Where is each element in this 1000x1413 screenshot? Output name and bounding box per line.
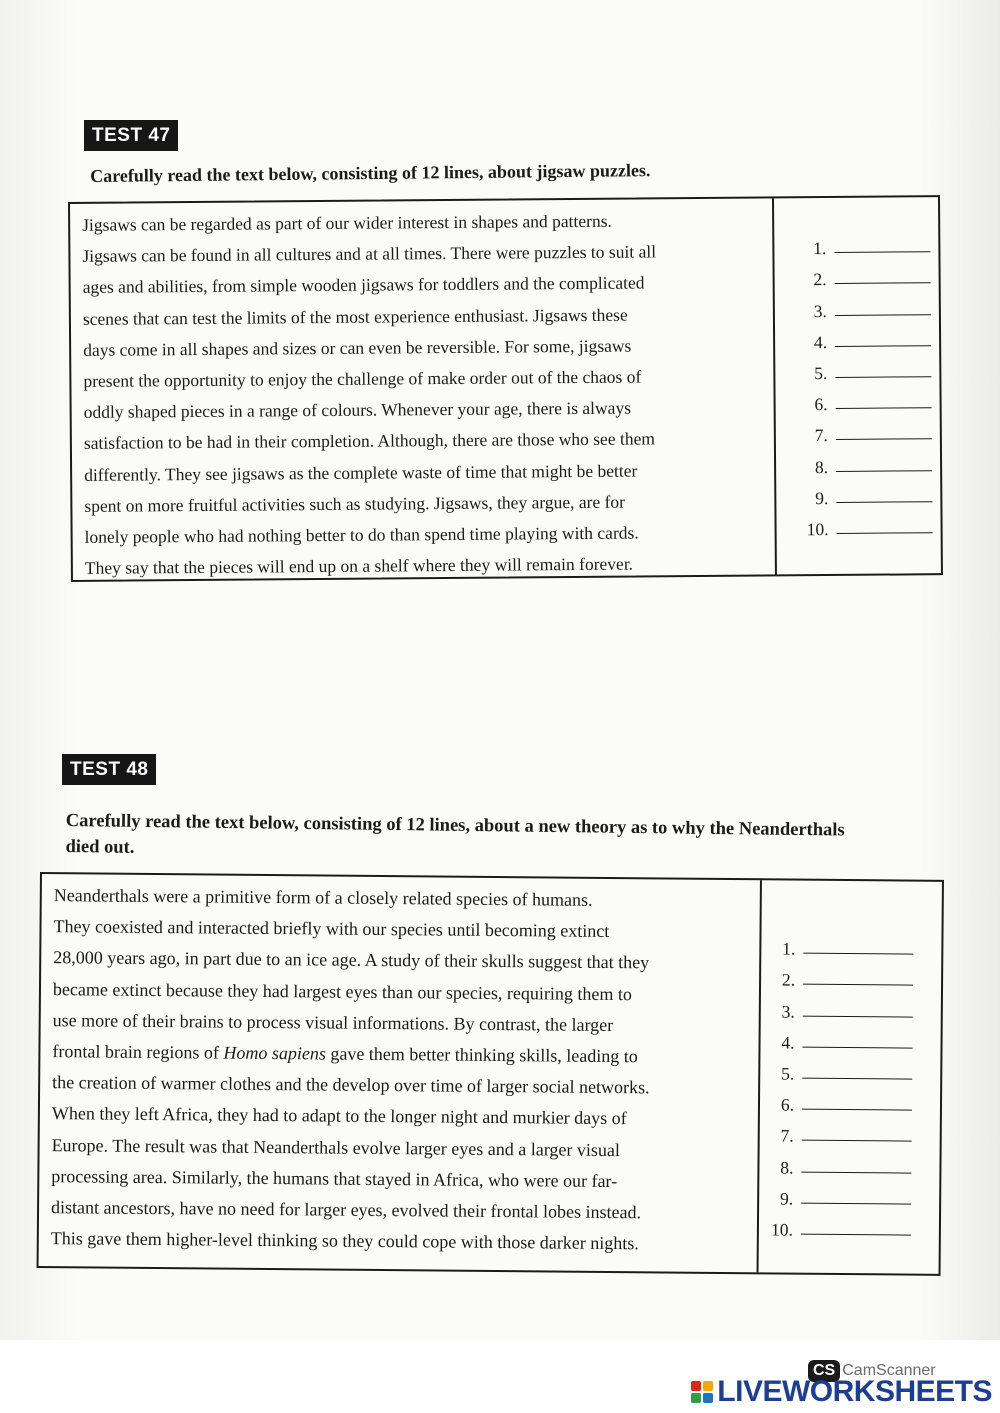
answer-number: 5. xyxy=(814,362,828,384)
answer-row xyxy=(767,1178,939,1211)
passage-line: days come in all shapes and sizes or can even be reversible. For some, jigsaws xyxy=(83,335,632,360)
test-48-passage xyxy=(39,874,762,1272)
passage-line: Jigsaws can be found in all cultures and at all times. There were puzzles to suit all xyxy=(82,241,657,267)
passage-line: use more of their brains to process visual informations. By contrast, the larger xyxy=(52,1009,614,1035)
passage-line: 28,000 years ago, in part due to an ice age. A study of their skulls suggest that they xyxy=(53,947,650,973)
answer-row xyxy=(767,1147,939,1180)
passage-line: distant ancestors, have no need for larger eyes, evolved their frontal lobes instead. xyxy=(50,1197,642,1223)
test-48-instruction-line-2: died out. xyxy=(65,836,135,858)
answer-number: 8. xyxy=(814,456,829,477)
species-name: Homo sapiens xyxy=(223,1042,326,1064)
passage-line: lonely people who had nothing better to do than spend time playing with cards. xyxy=(84,522,639,547)
answer-blank[interactable] xyxy=(836,407,932,409)
answer-row xyxy=(802,445,940,477)
answer-row xyxy=(769,960,941,993)
answer-blank[interactable] xyxy=(803,953,913,955)
passage-text: gave them better thinking skills, leading to xyxy=(325,1043,638,1067)
answer-number: 1. xyxy=(813,238,827,259)
test-47-instruction: Carefully read the text below, consisting of 12 lines, about jigsaw puzzles. xyxy=(90,160,651,186)
passage-text: frontal brain regions of xyxy=(52,1041,224,1063)
answer-blank[interactable] xyxy=(802,1140,912,1142)
passage-line: When they left Africa, they had to adapt to the longer night and murkier days of xyxy=(51,1103,627,1129)
answer-row xyxy=(802,414,940,446)
answer-number: 9. xyxy=(815,487,829,508)
passage-line: oddly shaped pieces in a range of colours. Whenever your age, there is always xyxy=(83,397,632,423)
logo-square xyxy=(691,1381,701,1391)
answer-row xyxy=(768,1084,940,1117)
test-47-tag: TEST 47 xyxy=(84,120,178,151)
passage-line: Neanderthals were a primitive form of a closely related species of humans. xyxy=(53,885,593,910)
answer-row xyxy=(768,1022,940,1055)
answer-row xyxy=(768,1115,940,1148)
answer-row xyxy=(768,1053,940,1086)
answer-blank[interactable] xyxy=(803,984,913,986)
answer-number: 3. xyxy=(781,1001,795,1022)
answer-number: 6. xyxy=(814,394,828,415)
answer-row xyxy=(801,352,939,384)
answer-number: 9. xyxy=(779,1188,794,1209)
passage-line: satisfaction to be had in their completion. Although, there are those who see them xyxy=(83,428,656,454)
answer-blank[interactable] xyxy=(836,470,932,472)
answer-number: 10. xyxy=(806,518,829,540)
passage-line: became extinct because they had largest eyes than our species, requiring them to xyxy=(52,978,633,1004)
passage-line: They say that the pieces will end up on a shelf where they will remain forever. xyxy=(84,553,634,579)
answer-number: 1. xyxy=(782,938,796,959)
answer-row xyxy=(801,321,939,353)
passage-line: present the opportunity to enjoy the challenge of make order out of the chaos of xyxy=(83,366,642,391)
answer-blank[interactable] xyxy=(802,1046,912,1048)
answer-number: 2. xyxy=(781,969,796,990)
passage-line: the creation of warmer clothes and the develop over time of larger social networks. xyxy=(52,1072,650,1098)
test-48-exercise-box xyxy=(37,872,944,1276)
logo-square xyxy=(691,1393,701,1403)
answer-blank[interactable] xyxy=(802,1078,912,1080)
passage-line: scenes that can test the limits of the most experience enthusiast. Jigsaws these xyxy=(82,304,628,329)
answer-blank[interactable] xyxy=(836,439,932,441)
answer-row xyxy=(769,991,941,1024)
answer-blank[interactable] xyxy=(837,532,933,534)
answer-blank[interactable] xyxy=(801,1234,911,1236)
passage-line: differently. They see jigsaws as the complete waste of time that might be better xyxy=(84,460,638,485)
liveworksheets-wordmark: LIVEWORKSHEETS xyxy=(717,1375,992,1408)
answer-blank[interactable] xyxy=(801,1171,911,1173)
answer-number: 7. xyxy=(780,1125,794,1146)
answer-row xyxy=(802,477,940,509)
answer-number: 3. xyxy=(813,300,827,321)
answer-blank[interactable] xyxy=(836,501,932,503)
answer-number: 2. xyxy=(813,269,827,290)
camscanner-icon: CS xyxy=(808,1360,840,1382)
passage-line: They coexisted and interacted briefly with our species until becoming extinct xyxy=(53,916,610,942)
test-47-exercise-box xyxy=(68,195,943,582)
answer-number: 8. xyxy=(780,1156,794,1178)
passage-line: processing area. Similarly, the humans that stayed in Africa, who were our far- xyxy=(51,1165,618,1191)
liveworksheets-icon xyxy=(691,1381,713,1403)
passage-line: spent on more fruitful activities such as studying. Jigsaws, they argue, are for xyxy=(84,491,626,516)
answer-blank[interactable] xyxy=(803,1015,913,1017)
answer-number: 7. xyxy=(814,425,828,446)
answer-blank[interactable] xyxy=(835,283,931,285)
answer-row xyxy=(801,290,939,322)
test-48-tag: TEST 48 xyxy=(62,754,156,785)
test-48-answer-column xyxy=(759,880,942,1274)
answer-blank[interactable] xyxy=(835,376,931,378)
test-47-passage xyxy=(70,198,777,580)
answer-row xyxy=(801,383,939,415)
answer-row xyxy=(802,508,940,540)
answer-row xyxy=(800,258,938,290)
answer-number: 10. xyxy=(770,1219,793,1240)
answer-blank[interactable] xyxy=(835,345,931,347)
passage-line: This gave them higher-level thinking so they could cope with those darker nights. xyxy=(50,1228,639,1254)
logo-square xyxy=(703,1393,713,1403)
answer-blank[interactable] xyxy=(834,251,930,253)
passage-line: Europe. The result was that Neanderthals evolve larger eyes and a larger visual xyxy=(51,1134,620,1160)
camscanner-label: CamScanner xyxy=(842,1362,936,1379)
passage-line: ages and abilities, from simple wooden jigsaws for toddlers and the complicated xyxy=(82,272,645,298)
liveworksheets-logo[interactable] xyxy=(691,1377,992,1407)
answer-row xyxy=(769,928,941,961)
answer-number: 4. xyxy=(781,1032,795,1053)
answer-number: 6. xyxy=(780,1094,795,1115)
test-47-answer-column xyxy=(774,197,941,574)
answer-blank[interactable] xyxy=(835,314,931,316)
answer-blank[interactable] xyxy=(801,1202,911,1204)
logo-square xyxy=(703,1381,713,1391)
answer-row xyxy=(767,1209,939,1242)
test-48-instruction-line-1: Carefully read the text below, consisting of 12 lines, about a new theory as to why the Neanderthals xyxy=(65,810,845,841)
answer-number: 4. xyxy=(813,331,828,352)
answer-number: 5. xyxy=(781,1063,795,1084)
answer-blank[interactable] xyxy=(802,1109,912,1111)
test-48-instruction xyxy=(65,808,844,870)
answer-row xyxy=(800,227,938,259)
passage-line: Jigsaws can be regarded as part of our wider interest in shapes and patterns. xyxy=(82,210,612,235)
